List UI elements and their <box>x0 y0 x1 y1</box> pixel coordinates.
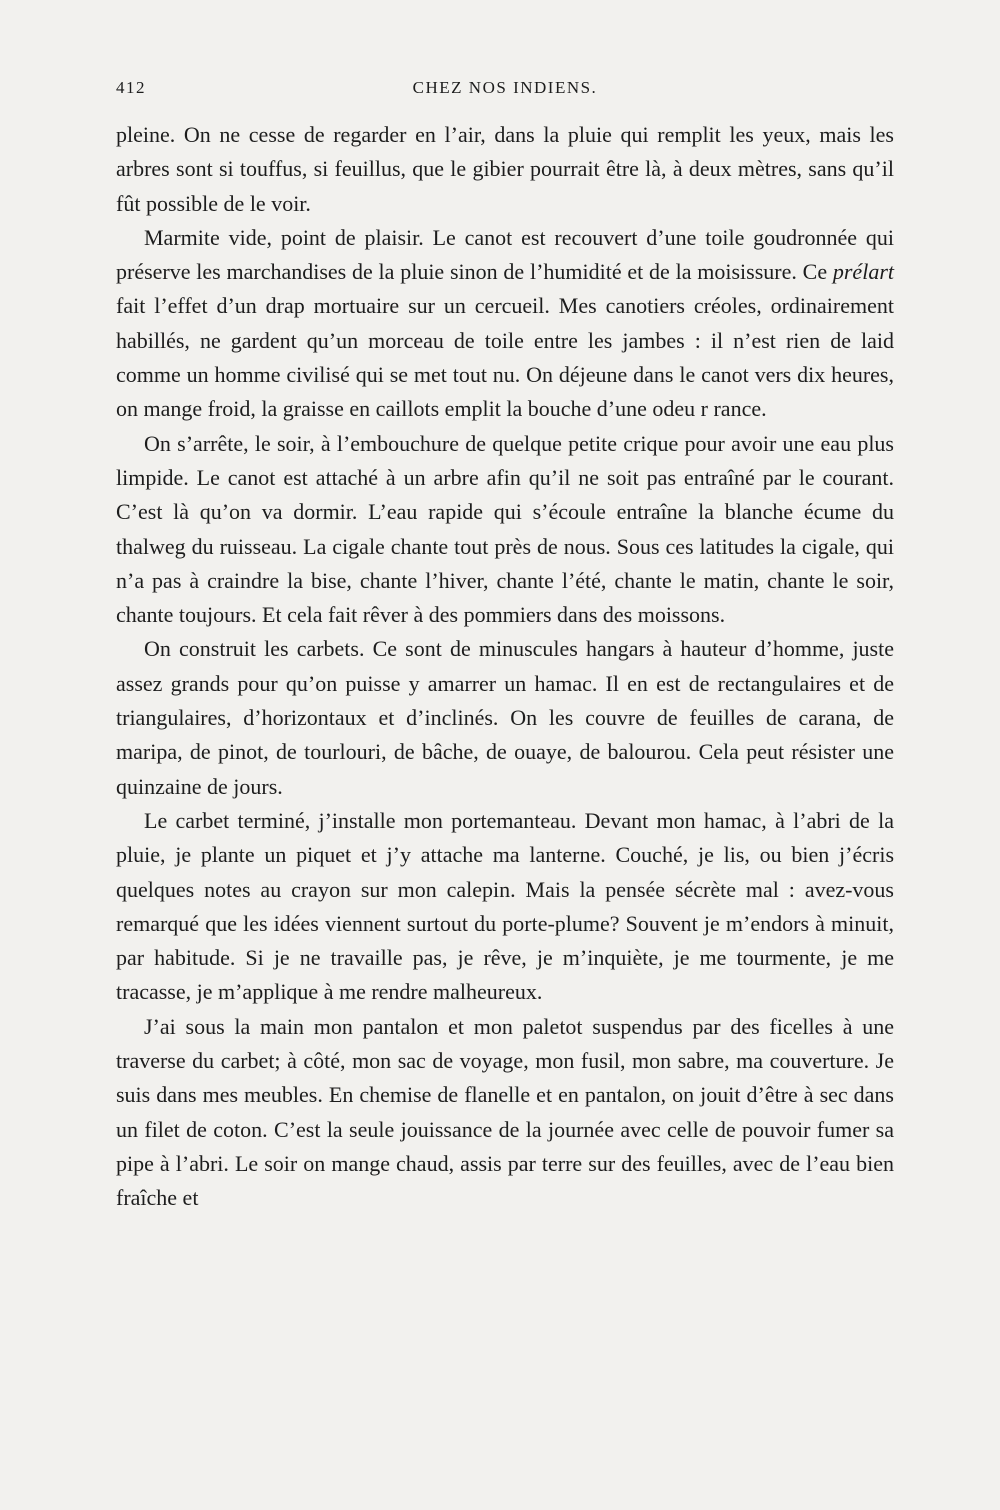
paragraph-text: Le carbet terminé, j’installe mon portemanteau. Devant mon hamac, à l’abri de la pluie, je plante un piquet et j’y attache ma lanterne. Couché, je lis, ou bien j’écris quelques notes au crayon sur mon calepin. Mais la pensée sécrète mal : avez-vous remarqué que les idées viennent surtout du porte-plume? Souvent je m’endors à minuit, par habitude. Si je ne travaille pas, je rêve, je m’inquiète, je me tourmente, je me tracasse, je m’applique à me rendre malheureux. <box>116 807 894 1005</box>
running-title: CHEZ NOS INDIENS. <box>412 78 598 97</box>
paragraph <box>116 427 894 633</box>
paragraph <box>116 118 894 221</box>
paragraph-text: fait l’effet d’un drap mortuaire sur un cercueil. Mes canotiers créoles, ordinairement habillés, ne gardent qu’un morceau de toile entre les jambes : il n’est rien de laid comme un homme civilisé qui se met tout nu. On déjeune dans le canot vers dix heures, on mange froid, la graisse en caillots emplit la bouche d’une odeu r rance. <box>116 293 894 422</box>
paragraph <box>116 804 894 1010</box>
paragraph <box>116 1010 894 1216</box>
paragraph <box>116 221 894 427</box>
paragraph-text: pleine. On ne cesse de regarder en l’air, dans la pluie qui remplit les yeux, mais les arbres sont si touffus, si feuillus, que le gibier pourrait être là, à deux mètres, sans qu’il fût possible de le voir. <box>116 122 894 216</box>
paragraph-text: J’ai sous la main mon pantalon et mon paletot suspendus par des ficelles à une traverse du carbet; à côté, mon sac de voyage, mon fusil, mon sabre, ma couverture. Je suis dans mes meubles. En chemise de flanelle et en pantalon, on jouit d’être à sec dans un filet de coton. C’est la seule jouissance de la journée avec celle de pouvoir fumer sa pipe à l’abri. Le soir on mange chaud, assis par terre sur des feuilles, avec de l’eau bien fraîche et <box>116 1013 894 1211</box>
paragraph <box>116 632 894 803</box>
paragraph-text: On s’arrête, le soir, à l’embouchure de quelque petite crique pour avoir une eau plus limpide. Le canot est attaché à un arbre afin qu’il ne soit pas entraîné par le courant. C’est là qu’on va dormir. L’eau rapide qui s’écoule entraîne la blanche écume du thalweg du ruisseau. La cigale chante tout près de nous. Sous ces latitudes la cigale, qui n’a pas à craindre la bise, chante l’hiver, chante l’été, chante le matin, chante le soir, chante toujours. Et cela fait rêver à des pommiers dans des moissons. <box>116 430 894 628</box>
paragraph-text: On construit les carbets. Ce sont de minuscules hangars à hauteur d’homme, juste assez grands pour qu’on puisse y amarrer un hamac. Il en est de rectangulaires et de triangulaires, d’horizontaux et d’inclinés. On les couvre de feuilles de carana, de maripa, de pinot, de tourlouri, de bâche, de ouaye, de balourou. Cela peut résister une quinzaine de jours. <box>116 636 894 799</box>
running-head <box>116 78 894 104</box>
body-text <box>116 118 894 1216</box>
italic-term: prélart <box>832 259 894 285</box>
page-number: 412 <box>116 78 146 97</box>
paragraph-text: Marmite vide, point de plaisir. Le canot est recouvert d’une toile goudronnée qui préserve les marchandises de la pluie sinon de l’humidité et de la moisissure. Ce <box>116 224 894 285</box>
